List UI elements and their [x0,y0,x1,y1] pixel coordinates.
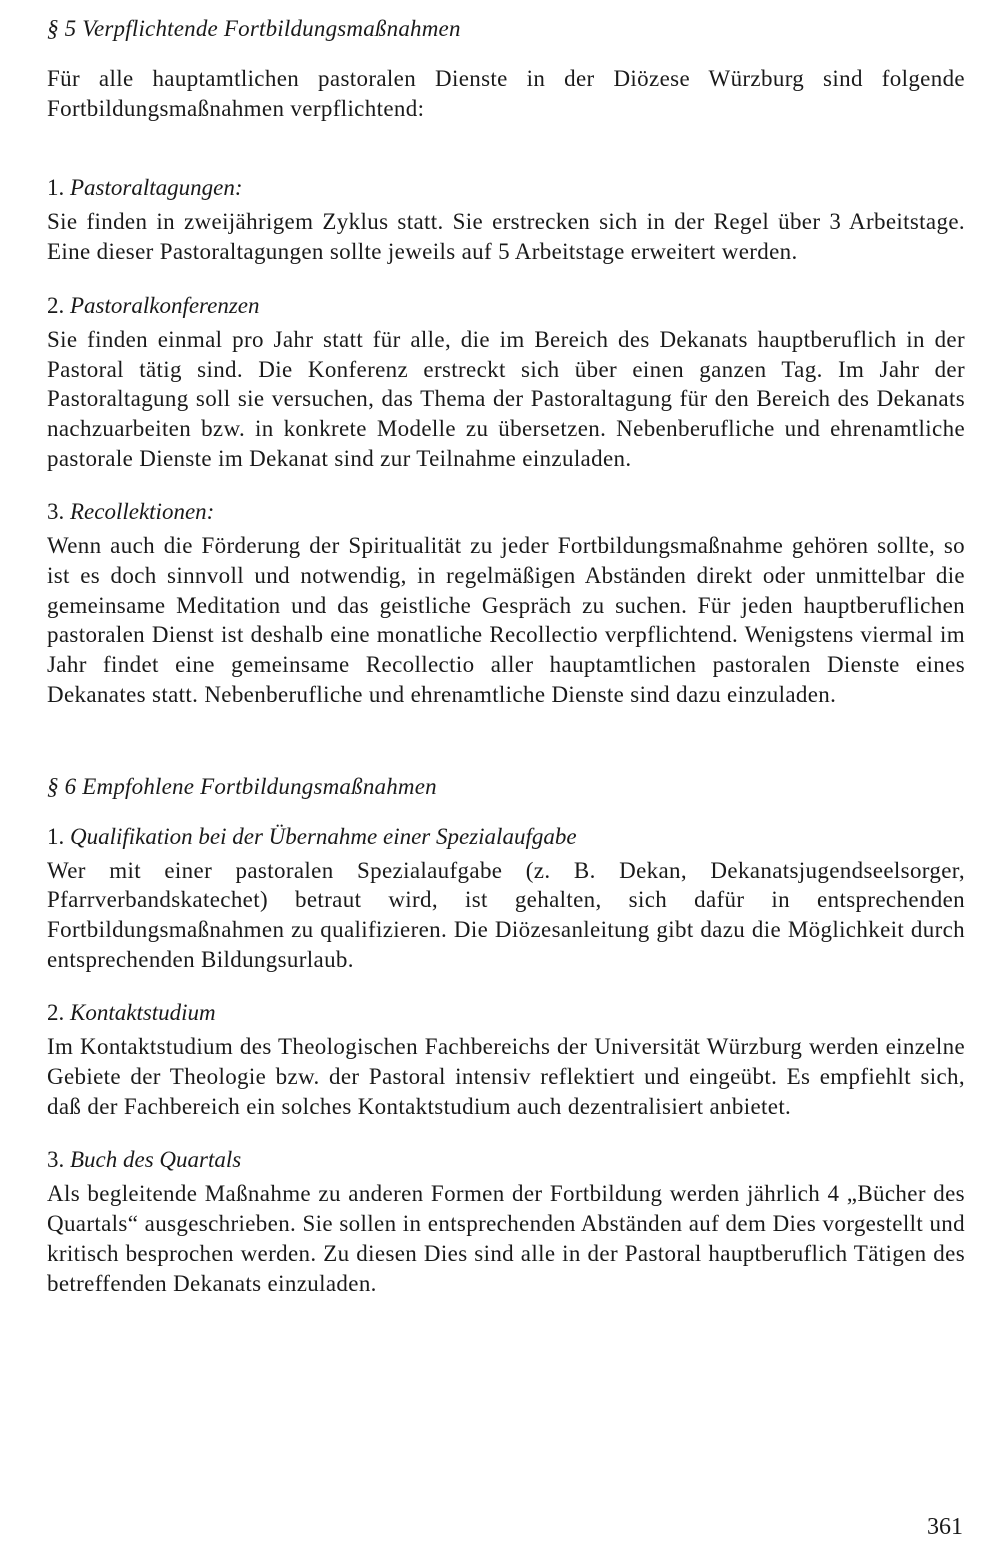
item-text: Sie finden in zweijährigem Zyklus statt. Sie erstrecken sich in der Regel über 3 Arbeitstage. Eine dieser Pastoraltagungen sollte jeweils auf 5 Arbeitstage erweitert werden. [47,209,965,265]
item-heading [47,822,965,852]
section-6-item-1 [47,822,965,975]
item-title: Recollektionen: [70,499,215,525]
item-heading [47,291,965,321]
document-page [47,14,965,1298]
item-text: Wer mit einer pastoralen Spezialaufgabe (z. B. Dekan, Dekanatsjugendseelsorger, Pfarrverbandskatechet) betraut wird, ist gehalten, sich dafür in entsprechenden Fortbildungsmaßnahmen zu qualifizieren. Die Diözesanleitung gibt dazu die Möglichkeit durch entsprechenden Bildungsurlaub. [47,857,965,972]
item-text: Wenn auch die Förderung der Spiritualität zu jeder Fortbildungsmaßnahme gehören sollte, so ist es doch sinnvoll und notwendig, in regelmäßigen Abständen direkt oder unmittelbar die gemeinsame Meditation und das geistliche Gespräch zu suchen. Für jeden hauptberuflichen pastoralen Dienst ist deshalb eine monatliche Recollectio verpflichtend. Wenigstens viermal im Jahr findet eine gemeinsame Recollectio aller hauptamtlichen pastoralen Dienste eines Dekanates statt. Nebenberufliche und ehrenamtliche Dienste sind dazu einzuladen. [47,533,965,707]
section-5-item-2 [47,291,965,474]
item-title: Pastoralkonferenzen [70,292,260,318]
item-title: Buch des Quartals [70,1147,242,1173]
item-heading [47,173,965,203]
section-5-item-1 [47,173,965,266]
item-number: 2. [47,1000,65,1026]
item-heading [47,497,965,527]
section-5-item-3 [47,497,965,709]
page-number: 361 [927,1514,963,1540]
item-number: 1. [47,823,65,849]
section-5-intro: Für alle hauptamtlichen pastoralen Dienste in der Diözese Würzburg sind folgende Fortbildungsmaßnahmen verpflichtend: [47,66,965,121]
item-title: Kontaktstudium [70,1000,216,1026]
item-number: 3. [47,1147,65,1173]
section-5-title: § 5 Verpflichtende Fortbildungsmaßnahmen [47,16,461,41]
item-number: 3. [47,499,65,525]
item-heading [47,998,965,1028]
section-6-item-3 [47,1145,965,1298]
item-text: Als begleitende Maßnahme zu anderen Formen der Fortbildung werden jährlich 4 „Bücher des Quartals“ ausgeschrieben. Sie sollen in entsprechenden Abständen auf dem Dies vorgestellt und kritisch besprochen werden. Zu diesen Dies sind alle in der Pastoral hauptberuflich Tätigen des betreffenden Dekanats einzuladen. [47,1181,965,1296]
item-title: Qualifikation bei der Übernahme einer Spezialaufgabe [70,823,577,849]
section-6-item-2 [47,998,965,1121]
item-heading [47,1145,965,1175]
item-number: 1. [47,175,65,201]
item-title: Pastoraltagungen: [70,175,243,201]
item-number: 2. [47,292,65,318]
item-text: Sie finden einmal pro Jahr statt für alle, die im Bereich des Dekanats hauptberuflich in der Pastoral tätig sind. Die Konferenz erstreckt sich über einen ganzen Tag. Im Jahr der Pastoraltagung soll sie versuchen, das Thema der Pastoraltagung für den Bereich des Dekanats nachzuarbeiten bzw. in konkrete Modelle zu übersetzen. Nebenberufliche und ehrenamtliche pastorale Dienste im Dekanat sind zur Teilnahme einzuladen. [47,326,965,471]
item-text: Im Kontaktstudium des Theologischen Fachbereichs der Universität Würzburg werden einzelne Gebiete der Theologie bzw. der Pastoral intensiv reflektiert und eingeübt. Es empfiehlt sich, daß der Fachbereich ein solches Kontaktstudium auch dezentralisiert anbietet. [47,1034,965,1119]
section-6-title: § 6 Empfohlene Fortbildungsmaßnahmen [47,773,437,799]
